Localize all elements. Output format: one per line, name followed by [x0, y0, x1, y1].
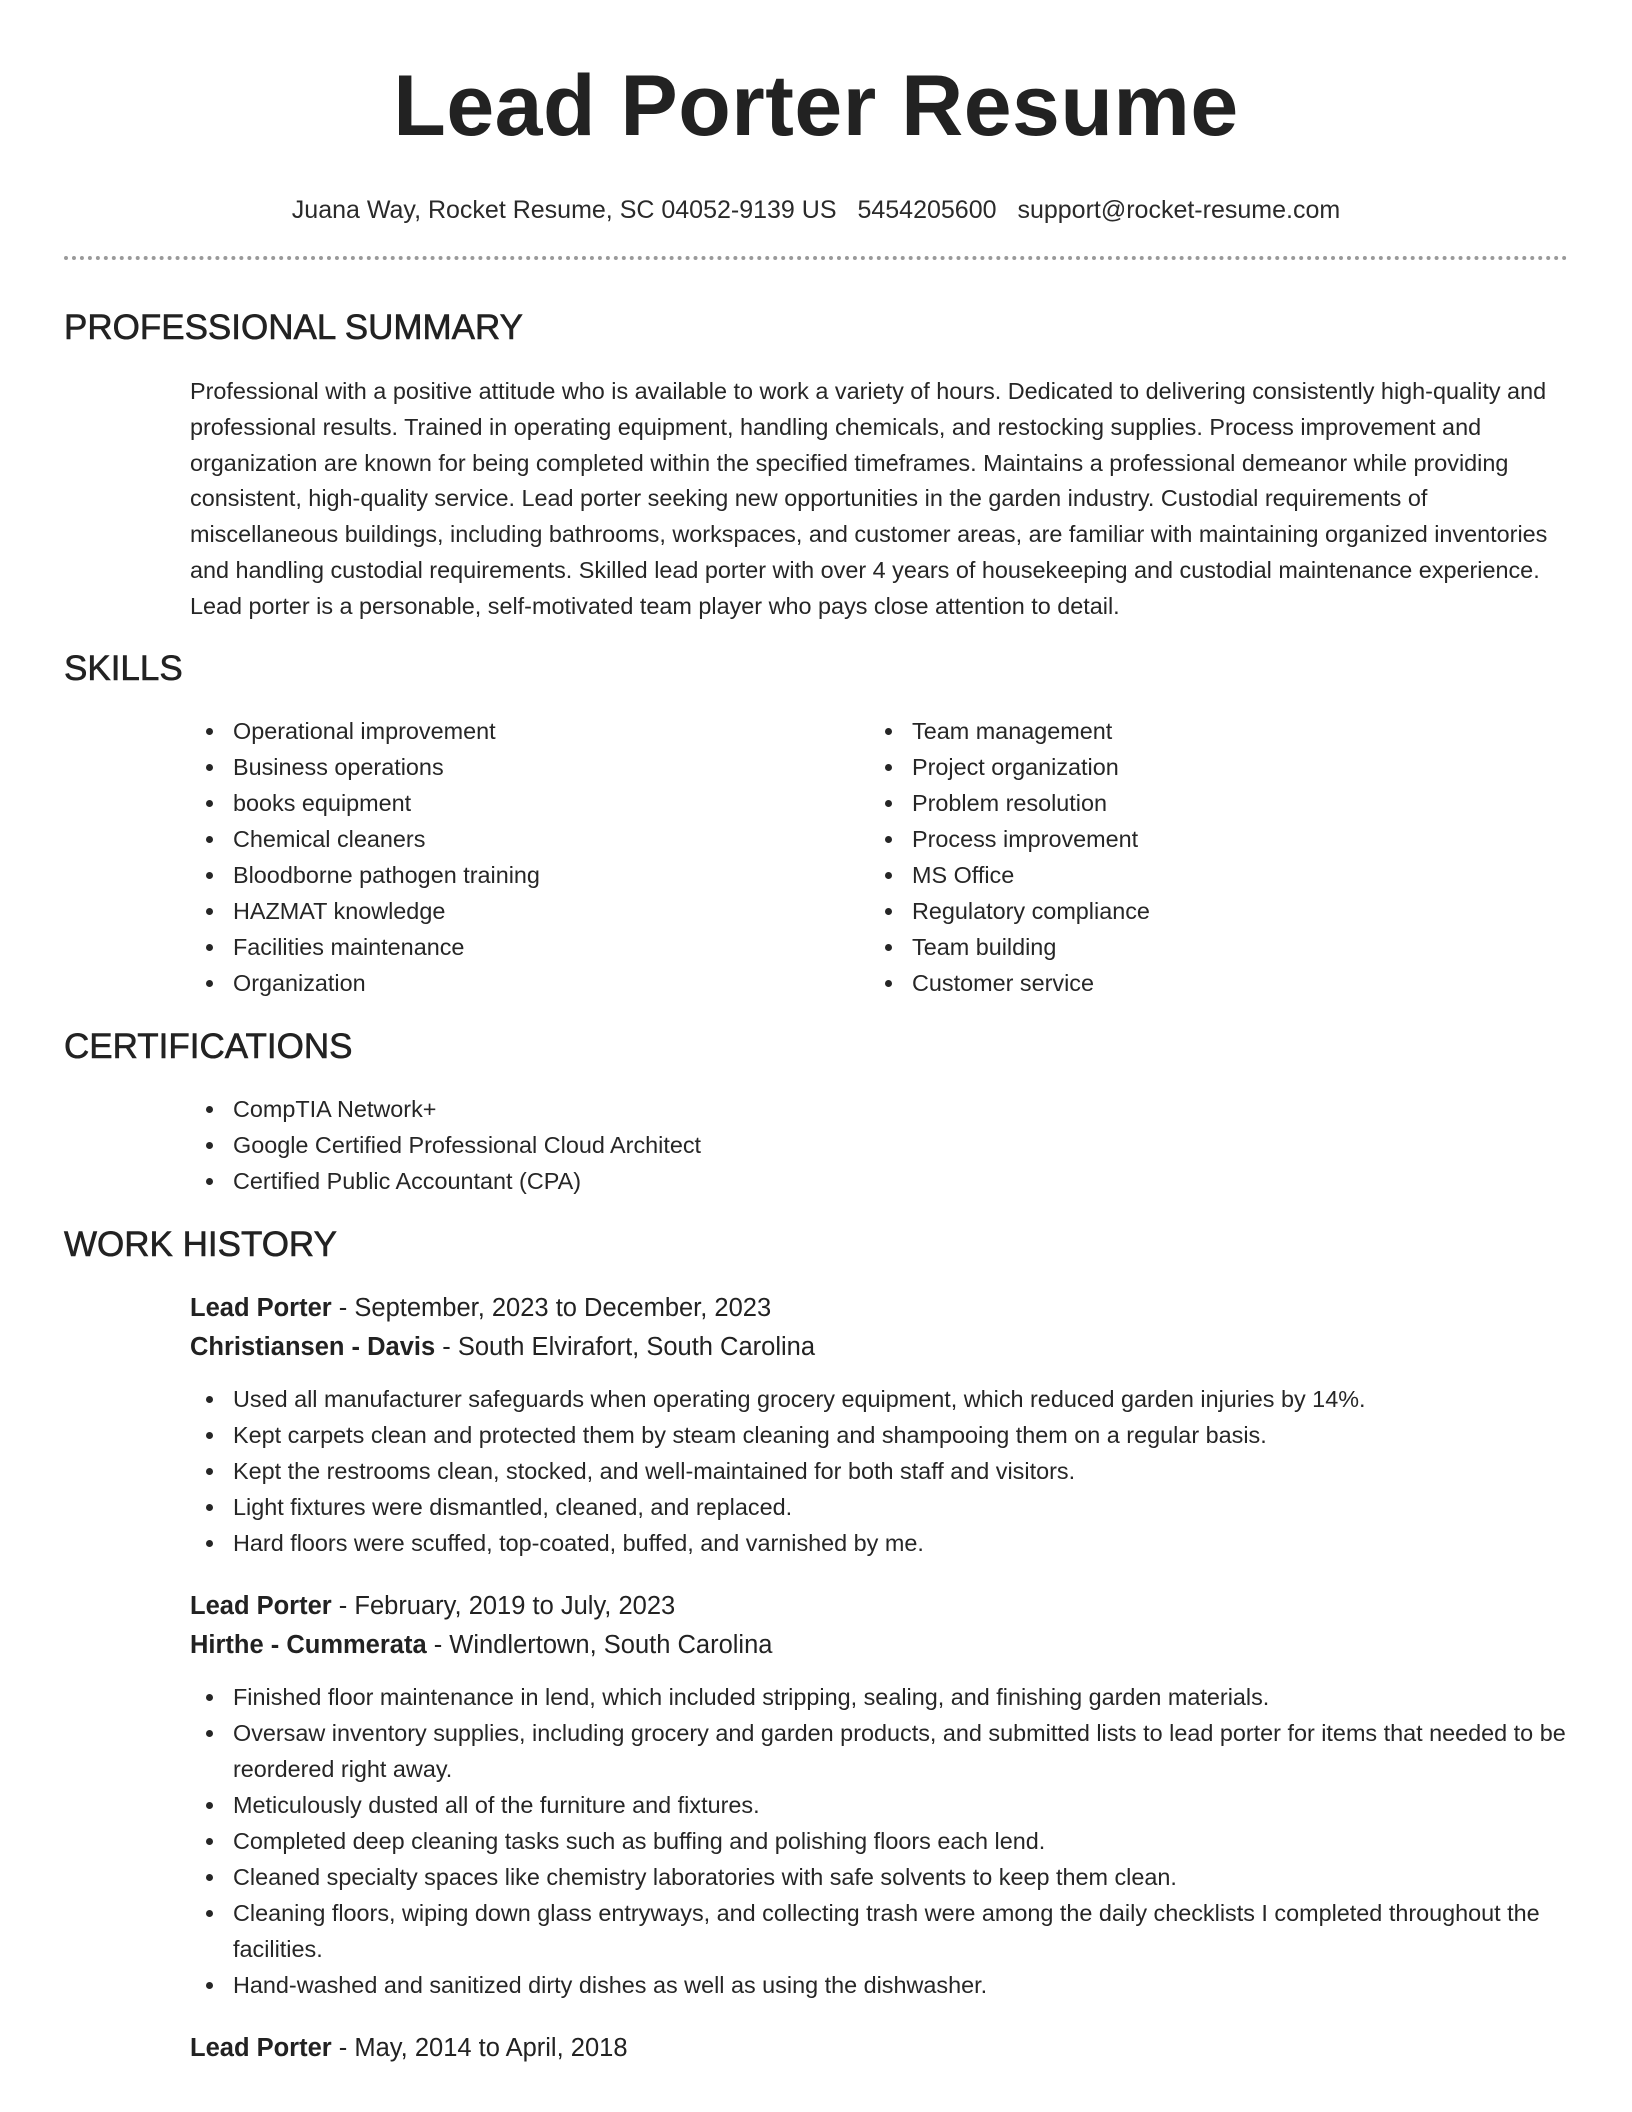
header-divider — [64, 256, 1568, 260]
job-duty: Cleaned specialty spaces like chemistry laboratories with safe solvents to keep them clean. — [190, 1859, 1568, 1895]
skill-item: Customer service — [869, 965, 1548, 1001]
job-duty: Hand-washed and sanitized dirty dishes as well as using the dishwasher. — [190, 1967, 1568, 2003]
skill-item: Team management — [869, 713, 1548, 749]
skill-item: MS Office — [869, 857, 1548, 893]
job-duties — [190, 1679, 1568, 2003]
job-duty: Oversaw inventory supplies, including grocery and garden products, and submitted lists to lead porter for items that needed to be reordered right away. — [190, 1715, 1568, 1787]
job-entry — [190, 1587, 1568, 2003]
certification-item: Google Certified Professional Cloud Architect — [190, 1127, 1568, 1163]
skill-item: Team building — [869, 929, 1548, 965]
contact-address: Juana Way, Rocket Resume, SC 04052-9139 US — [291, 196, 837, 224]
resume-page — [64, 0, 1568, 2068]
skill-item: Regulatory compliance — [869, 893, 1548, 929]
job-location: - South Elvirafort, South Carolina — [435, 1332, 816, 1361]
job-company-line — [190, 1328, 1568, 1367]
job-duty: Completed deep cleaning tasks such as buffing and polishing floors each lend. — [190, 1823, 1568, 1859]
job-title-line — [190, 1587, 1568, 1626]
skill-item: Process improvement — [869, 821, 1548, 857]
job-entry — [190, 2029, 1568, 2068]
skill-item: Project organization — [869, 749, 1548, 785]
job-title: Lead Porter — [190, 2033, 332, 2062]
skill-item: Operational improvement — [190, 713, 869, 749]
skills-list — [64, 713, 1568, 1001]
contact-phone: 5454205600 — [857, 196, 997, 224]
job-duty: Hard floors were scuffed, top-coated, buffed, and varnished by me. — [190, 1525, 1568, 1561]
job-duty: Used all manufacturer safeguards when operating grocery equipment, which reduced garden injuries by 14%. — [190, 1381, 1568, 1417]
job-dates: - September, 2023 to December, 2023 — [331, 1293, 772, 1322]
skill-item: Problem resolution — [869, 785, 1548, 821]
contact-email: support@rocket-resume.com — [1017, 196, 1341, 224]
skill-item: HAZMAT knowledge — [190, 893, 869, 929]
job-duty: Finished floor maintenance in lend, which included stripping, sealing, and finishing garden materials. — [190, 1679, 1568, 1715]
job-title: Lead Porter — [190, 1591, 332, 1620]
certification-item: CompTIA Network+ — [190, 1091, 1568, 1127]
work-history-heading: WORK HISTORY — [64, 1224, 337, 1264]
skill-item: books equipment — [190, 785, 869, 821]
page-title: Lead Porter Resume — [393, 58, 1239, 154]
skills-column-right — [869, 713, 1548, 1001]
job-company: Hirthe - Cummerata — [190, 1630, 427, 1659]
certification-item: Certified Public Accountant (CPA) — [190, 1163, 1568, 1199]
job-title: Lead Porter — [190, 1293, 332, 1322]
contact-line — [64, 194, 1568, 226]
job-duty: Kept the restrooms clean, stocked, and well-maintained for both staff and visitors. — [190, 1453, 1568, 1489]
job-dates: - May, 2014 to April, 2018 — [331, 2033, 628, 2062]
job-company: Christiansen - Davis — [190, 1332, 436, 1361]
job-dates: - February, 2019 to July, 2023 — [331, 1591, 676, 1620]
job-duty: Kept carpets clean and protected them by steam cleaning and shampooing them on a regular basis. — [190, 1417, 1568, 1453]
job-location: - Windlertown, South Carolina — [426, 1630, 773, 1659]
skill-item: Chemical cleaners — [190, 821, 869, 857]
job-title-line — [190, 1289, 1568, 1328]
job-duty: Meticulously dusted all of the furniture and fixtures. — [190, 1787, 1568, 1823]
job-duty: Light fixtures were dismantled, cleaned, and replaced. — [190, 1489, 1568, 1525]
job-company-line — [190, 1626, 1568, 1665]
skill-item: Bloodborne pathogen training — [190, 857, 869, 893]
job-duty: Cleaning floors, wiping down glass entryways, and collecting trash were among the daily checklists I completed throughout the facilities. — [190, 1895, 1568, 1967]
skill-item: Facilities maintenance — [190, 929, 869, 965]
skills-heading: SKILLS — [64, 648, 183, 688]
certifications-list — [64, 1091, 1568, 1199]
summary-heading: PROFESSIONAL SUMMARY — [64, 308, 523, 347]
skill-item: Business operations — [190, 749, 869, 785]
skill-item: Organization — [190, 965, 869, 1001]
job-entry — [190, 1289, 1568, 1561]
job-duties — [190, 1381, 1568, 1561]
skills-column-left — [64, 713, 869, 1001]
summary-text: Professional with a positive attitude who is available to work a variety of hours. Dedicated to delivering consistently high-quality and professional results. Trained in operating equipment, handling chemicals, and restocking supplies. Process improvement and organization are known for being completed within the specified timeframes. Maintains a professional demeanor while providing consistent, high-quality service. Lead porter seeking new opportunities in the garden industry. Custodial requirements of miscellaneous buildings, including bathrooms, workspaces, and customer areas, are familiar with maintaining organized inventories and handling custodial requirements. Skilled lead porter with over 4 years of housekeeping and custodial maintenance experience. Lead porter is a personable, self-motivated team player who pays close attention to detail. — [190, 378, 1548, 619]
certifications-heading: CERTIFICATIONS — [64, 1026, 353, 1066]
job-title-line — [190, 2029, 1568, 2068]
